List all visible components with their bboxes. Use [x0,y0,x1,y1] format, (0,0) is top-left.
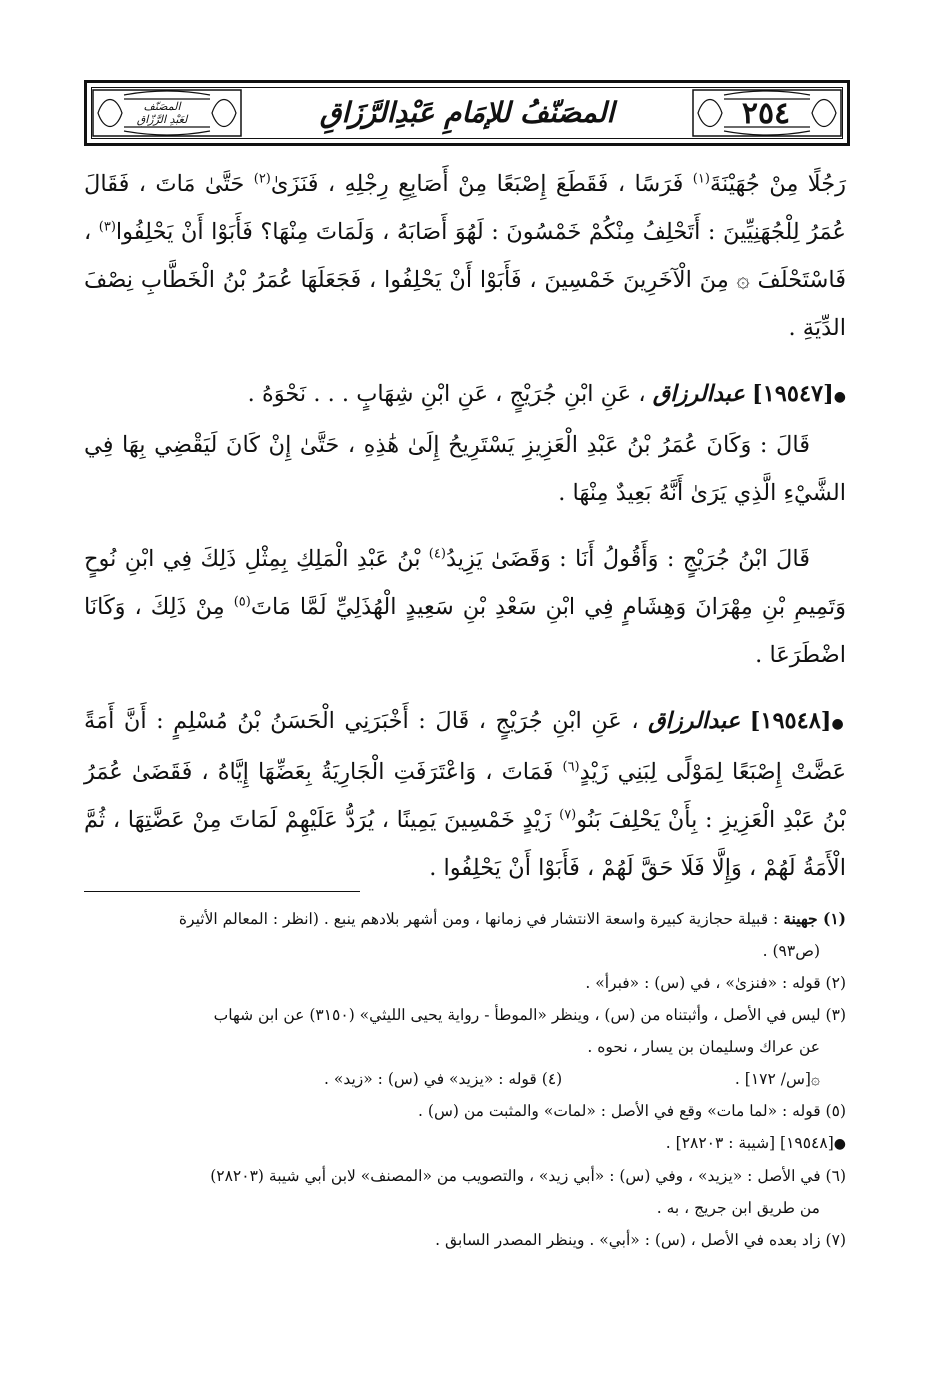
bullet-icon: ● [831,716,847,732]
hadith-19547 [84,370,846,421]
text-run: ، عَنِ ابْنِ جُرَيْجٍ ، عَنِ ابْنِ شِهَابٍ . . . نَحْوَهُ . [247,381,653,407]
footnote-5: (٥) قوله : «لما مات» وقع في الأصل : «لمات» والمثبت من (س) . [418,1102,846,1120]
footnote-label: (١) جهينة [783,909,846,928]
text-run: ، فَاسْتَحْلَفَ ۞ مِنَ الْآخَرِينَ خَمْسِينَ ، فَأَبَوْا أَنْ يَحْلِفُوا ، فَجَعَلَهَا عُمَرُ بْنُ الْخَطَّابِ نِصْفَ الدِّيَةِ . [84,219,846,341]
footnote-ref-7: (٧) [559,807,577,823]
text-run: زَيْدٍ خَمْسِينَ يَمِينًا ، يُرَدُّ عَلَيْهِمْ لَمَاتَ مِنْ عَضَّتِهَا ، ثُمَّ الْأَمَةُ لَهُمْ ، وَإِلَّا فَلَا حَقَّ لَهُمْ ، فَأَبَوْا أَنْ يَحْلِفُوا . [84,807,846,881]
footnote-3-cont: عن عراك وسليمان بن يسار ، نحوه . [587,1038,820,1056]
running-title: المصَنّفُ للإمَامِ عَبْدِالرَّزَاقِ [319,95,615,129]
hadith-19548 [84,697,846,892]
footnote-6: (٦) في الأصل : «يزيد» ، وفي (س) : «أبي زيد» ، والتصويب من «المصنف» لابن أبي شيبة (٢٨٢٠٣) [210,1167,846,1185]
text-run: قَالَ ابْنُ جُرَيْجٍ : وَأَقُولُ أَنَا : وَقَضَىٰ يَزِيدُ [445,546,811,572]
bullet-icon: ● [833,389,846,405]
text-run: رَجُلًا مِنْ جُهَيْنَةَ [709,171,846,197]
text-run: فَمَاتَ ، وَاعْتَرَفَتِ الْجَارِيَةُ بِعَضِّهَا إِيَّاهُ ، فَقَضَىٰ عُمَرُ بْنُ عَبْدِ الْعَزِيزِ : بِأَنْ يَحْلِفَ بَنُو [84,759,846,833]
footnote-ref-4: (٤) [428,546,446,562]
footnote-cross-ref [84,1129,846,1159]
footnote-4: (٤) قوله : «يزيد» في (س) : «زيد» . [324,1070,563,1088]
footnote-2: (٢) قوله : «فنزىٰ» ، في (س) : «فبرأ» . [585,974,846,992]
footnote-divider [84,891,360,892]
text-run: [١٩٥٤٨] [شيبة : ٢٨٢٠٣] . [665,1134,834,1152]
footnote-6-cont: من طريق ابن جريج ، به . [656,1199,820,1217]
text-run: بْنُ عَبْدِ الْمَلِكِ بِمِثْلِ ذَلِكَ فِي ابْنِ نُوحٍ وَتَمِيمِ بْنِ مِهْرَانَ وَهِشَامٍ فِي ابْنِ سَعْدِ بْنِ سَعِيدٍ الْهُذَلِيِّ لَمَّا مَاتَ [84,546,846,620]
page-number: ٢٥٤ [741,95,791,131]
bullet-icon: ● [833,1136,846,1152]
main-text [84,160,846,892]
text-run: : قبيلة حجازية كبيرة واسعة الانتشار في زمانها ، ومن أشهر بلادهم ينبع . (انظر : المعالم الأثيرة [178,910,784,928]
text-run: مِنْ ذَلِكَ ، وَكَانَا اضْطَرَعَا . [84,594,846,668]
footnote-7: (٧) زاد بعده في الأصل ، (س) : «أبي» . وينظر المصدر السابق . [435,1231,846,1249]
footnote-ref-3: (٣) [98,219,116,235]
footnote-ref-1: (١) [692,171,710,187]
footnote-1 [84,904,846,934]
text-run: حَتَّىٰ مَاتَ ، فَقَالَ عُمَرُ لِلْجُهَنِيِّينَ : أَتَحْلِفُ مِنْكُمْ خَمْسُونَ : لَهُوَ أَصَابَهُ ، وَلَمَاتَ مِنْهَا؟ فَأَبَوْا أَنْ يَحْلِفُوا [84,171,846,245]
hadith-number: [١٩٥٤٧] [752,381,834,407]
paragraph: قَالَ : وَكَانَ عُمَرُ بْنُ عَبْدِ الْعَزِيزِ يَسْتَرِيحُ إِلَىٰ هَٰذِهِ ، حَتَّىٰ إِنْ كَانَ لَيَقْضِي بِهَا فِي الشَّيْءِ الَّذِي يَرَىٰ أَنَّهُ بَعِيدٌ مِنْهَا . [84,432,846,506]
footnote-ref-2: (٢) [253,171,271,187]
seal-line-2: لعَبْدِ الرَّزّاقِ [136,113,188,126]
footnote-ref-5: (٥) [233,594,251,610]
paragraph [84,535,846,679]
text-run: ، عَنِ ابْنِ جُرَيْجٍ ، قَالَ : أَخْبَرَنِي الْحَسَنُ بْنُ مُسْلِمٍ : أَنَّ أَمَةً عَضَّتْ إِصْبَعًا لِمَوْلًى لِبَنِي زَيْدٍ [84,708,847,785]
footnote-1-cont: (ص٩٣) . [762,942,820,960]
running-header [84,80,850,146]
footnote-ref-6: (٦) [562,759,580,775]
footnote-row [84,1065,846,1094]
footnote-page-ref: ۞[س/ ١٧٢] . [734,1070,820,1088]
footnotes [84,904,846,1258]
footnote-3: (٣) ليس في الأصل ، وأثبتناه من (س) ، وينظر «الموطأ - رواية يحيى الليثي» (٣١٥٠) عن ابن شهاب [213,1006,846,1024]
author-name: عبدالرزاق [648,708,741,734]
text-run: فَرَسًا ، فَقَطَعَ إِصْبَعًا مِنْ أَصَابِعِ رِجْلِهِ ، فَنَزَىٰ [270,171,693,197]
author-name: عبدالرزاق [652,381,745,407]
paragraph-continuation [84,160,846,352]
hadith-number: [١٩٥٤٨] [749,708,832,734]
book-seal [108,92,216,134]
seal-line-1: المصَنّف [143,100,181,113]
